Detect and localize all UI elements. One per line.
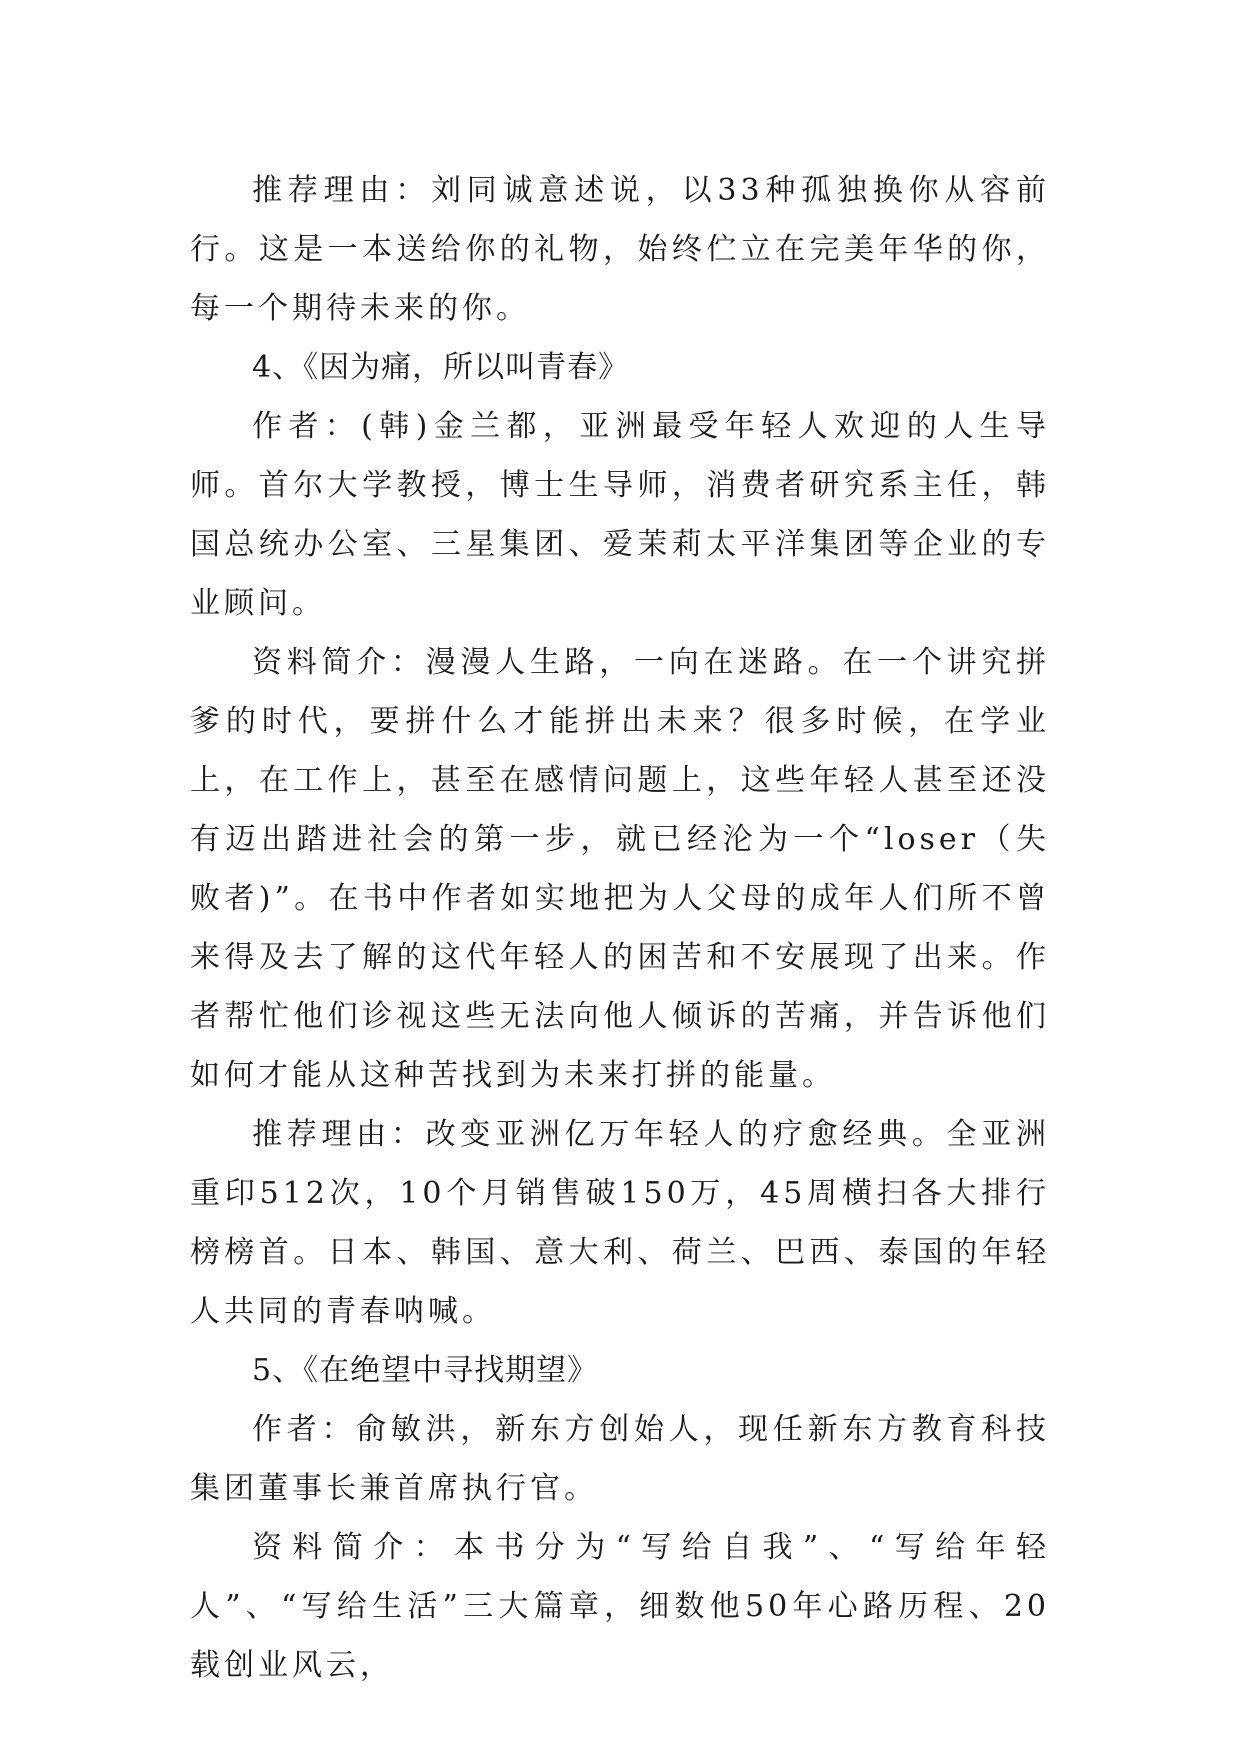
book-title-5: 5、《在绝望中寻找期望》 bbox=[252, 1353, 599, 1388]
paragraph-author-4: 作者：(韩)金兰都，亚洲最受年轻人欢迎的人生导师。首尔大学教授，博士生导师，消费者研究系主任，韩国总统办公室、三星集团、爱茉莉太平洋集团等企业的专业顾问。 bbox=[190, 409, 1050, 621]
book-title-4: 4、《因为痛，所以叫青春》 bbox=[252, 350, 630, 385]
paragraph-summary-4: 资料简介：漫漫人生路，一向在迷路。在一个讲究拼爹的时代，要拼什么才能拼出未来？很多时候，在学业上，在工作上，甚至在感情问题上，这些年轻人甚至还没有迈出踏进社会的第一步，就已经沦为一个“loser（失败者)”。在书中作者如实地把为人父母的成年人们所不曾来得及去了解的这代年轻人的困苦和不安展现了出来。作者帮忙他们诊视这些无法向他人倾诉的苦痛，并告诉他们如何才能从这种苦找到为未来打拼的能量。 bbox=[190, 645, 1050, 1093]
paragraph-summary-5: 资料简介：本书分为“写给自我”、“写给年轻人”、“写给生活”三大篇章，细数他50年心路历程、20载创业风云， bbox=[190, 1530, 1050, 1683]
paragraph-recommendation-4: 推荐理由：改变亚洲亿万年轻人的疗愈经典。全亚洲重印512次，10个月销售破150万，45周横扫各大排行榜榜首。日本、韩国、意大利、荷兰、巴西、泰国的年轻人共同的青春呐喊。 bbox=[190, 1117, 1050, 1329]
document-body bbox=[190, 161, 1050, 1695]
paragraph-recommendation-3: 推荐理由：刘同诚意述说，以33种孤独换你从容前行。这是一本送给你的礼物，始终伫立在完美年华的你，每一个期待未来的你。 bbox=[190, 173, 1050, 326]
paragraph-author-5: 作者：俞敏洪，新东方创始人，现任新东方教育科技集团董事长兼首席执行官。 bbox=[190, 1412, 1050, 1506]
